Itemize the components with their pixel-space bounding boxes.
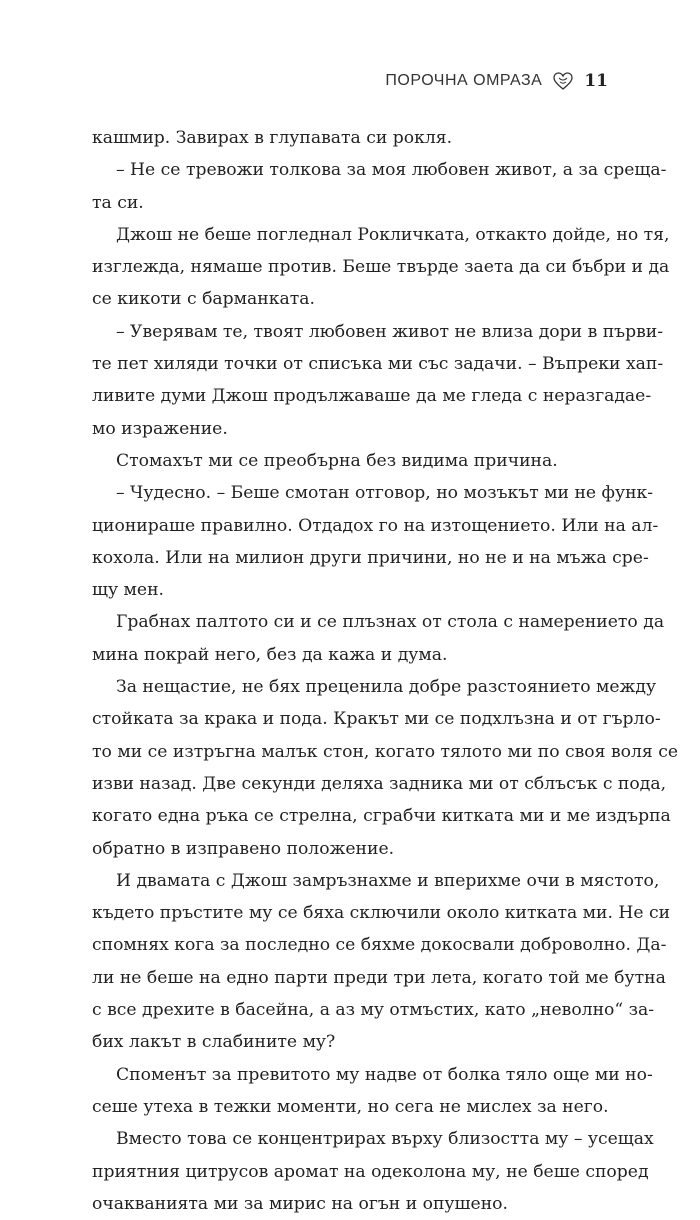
text-line: то ми се изтръгна малък стон, когато тялото ми по своя воля се (92, 741, 679, 762)
text-line: се кикоти с барманката. (92, 289, 315, 310)
text-line: Вместо това се концентрирах върху близостта му – усещах (116, 1129, 654, 1150)
text-line: та си. (92, 192, 144, 213)
text-line: мо изражение. (92, 418, 228, 439)
text-line: обратно в изправено положение. (92, 838, 395, 859)
text-line: с все дрехите в басейна, а аз му отмъстих, като „неволно“ за- (92, 1000, 655, 1021)
text-line: ливите думи Джош продължаваше да ме гледа с неразгадае- (92, 386, 652, 407)
text-line: ционираше правилно. Отдадох го на изтощението. Или на ал- (92, 515, 659, 536)
text-line: мина покрай него, без да кажа и дума. (92, 644, 448, 665)
text-line: сеше утеха в тежки моменти, но сега не мислех за него. (92, 1096, 609, 1117)
heart-ornament-icon (552, 70, 574, 92)
text-line: където пръстите му се бяха сключили около китката ми. Не си (92, 903, 671, 924)
text-line: когато една ръка се стрелна, сграбчи китката ми и ме издърпа (92, 806, 671, 827)
text-line: бих лакът в слабините му? (92, 1032, 336, 1053)
text-line: изви назад. Две секунди деляха задника ми от сблъсък с пода, (92, 773, 667, 794)
text-line: Споменът за превитото му надве от болка тяло още ми но- (116, 1064, 653, 1085)
text-line: те пет хиляди точки от списъка ми със задачи. – Въпреки хап- (92, 354, 664, 375)
text-line: очакванията ми за мирис на огън и опушено. (92, 1193, 508, 1214)
text-line: изглежда, нямаше против. Беше твърде заета да си бъбри и да (92, 257, 670, 278)
text-line: щу мен. (92, 580, 165, 601)
text-line: Грабнах палтото си и се плъзнах от стола с намерението да (116, 612, 665, 633)
text-line: Джош не беше погледнал Рокличката, откакто дойде, но тя, (116, 224, 670, 245)
text-line: кохола. Или на милион други причини, но не и на мъжа сре- (92, 547, 649, 568)
running-header (385, 70, 608, 92)
text-line: приятния цитрусов аромат на одеколона му, не беше според (92, 1161, 649, 1182)
text-line: – Уверявам те, твоят любовен живот не влиза дори в първи- (116, 321, 664, 342)
text-line: – Чудесно. – Беше смотан отговор, но мозъкът ми не функ- (116, 483, 654, 504)
text-line: И двамата с Джош замръзнахме и вперихме очи в мястото, (116, 870, 660, 891)
body-text (92, 122, 679, 1220)
text-line: спомнях кога за последно се бяхме докосвали доброволно. Да- (92, 935, 667, 956)
text-line: За нещастие, не бях преценила добре разстоянието между (116, 677, 657, 698)
text-line: стойката за крака и пода. Кракът ми се подхлъзна и от гърло- (92, 709, 661, 730)
running-title: ПОРОЧНА ОМРАЗА (385, 72, 543, 89)
text-line: – Не се тревожи толкова за моя любовен живот, а за среща- (116, 160, 667, 181)
text-line: Стомахът ми се преобърна без видима причина. (116, 450, 558, 471)
page-number: 11 (584, 71, 608, 91)
text-line: кашмир. Завирах в глупавата си рокля. (92, 128, 453, 148)
text-line: ли не беше на едно парти преди три лета, когато той ме бутна (92, 967, 666, 988)
